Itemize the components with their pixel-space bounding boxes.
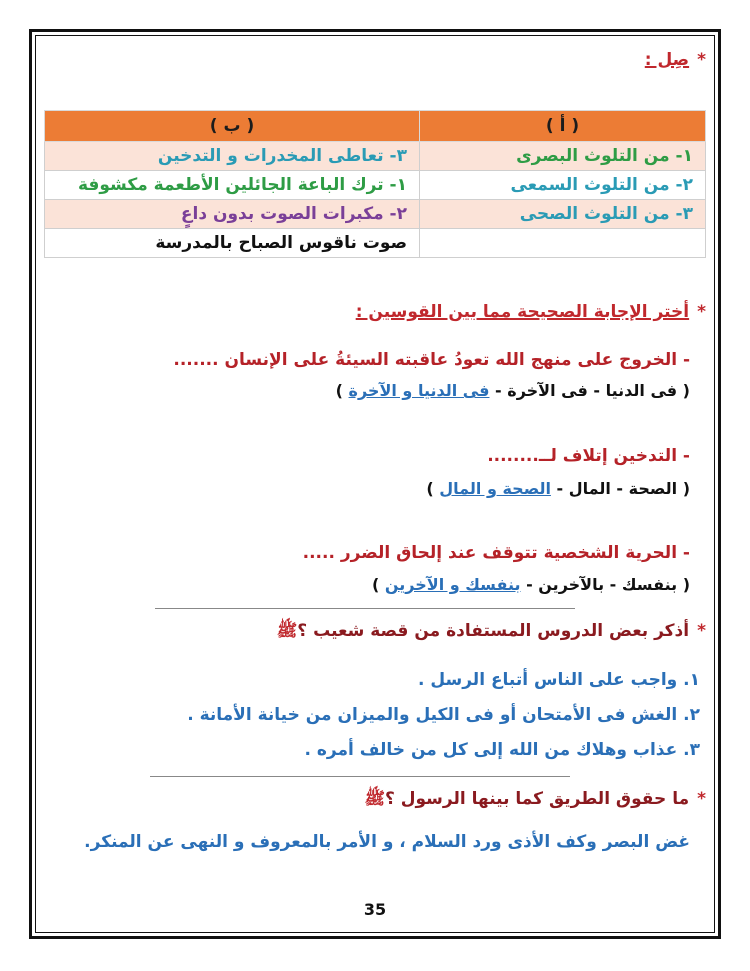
correct-answer: بنفسك و الآخرين [384,575,521,594]
divider [150,776,570,777]
column-a-cell: ١- من التلوث البصرى [420,142,706,171]
column-a-cell [420,229,706,258]
table-row [45,229,706,258]
table-row [45,142,706,171]
list-item: ١. واجب على الناس أتباع الرسل . [417,670,700,690]
column-b-cell: ٣- تعاطى المخدرات و التدخين [45,142,420,171]
answer-options: ( فى الدنيا - فى الآخرة - فى الدنيا و الآخرة ) [335,381,690,400]
correct-answer: الصحة و المال [439,479,551,498]
road-rights-heading: *ما حقوق الطريق كما بينها الرسول ؟ﷺ [364,789,706,809]
column-a-header: ( أ ) [420,111,706,142]
table-row [45,171,706,200]
answer-options: ( بنفسك - بالآخرين - بنفسك و الآخرين ) [372,575,690,594]
lessons-heading: *أذكر بعض الدروس المستفادة من قصة شعيب ؟ﷺ [276,621,706,641]
column-b-cell: صوت ناقوس الصباح بالمدرسة [45,229,420,258]
list-item: ٣. عذاب وهلاك من الله إلى كل من خالف أمره . [304,740,700,760]
match-heading: *صِل : [644,50,706,70]
match-table [44,110,706,258]
divider [155,608,575,609]
road-rights-answer: غض البصر وكف الأذى ورد السلام ، و الأمر بالمعروف و النهى عن المنكر. [84,832,690,852]
column-b-cell: ٢- مكبرات الصوت بدون داعٍ [45,200,420,229]
column-a-cell: ٢- من التلوث السمعى [420,171,706,200]
page-number: 35 [363,900,387,919]
table-row [45,200,706,229]
list-item: ٢. الغش فى الأمتحان أو فى الكيل والميزان من خيانة الأمانة . [187,705,700,725]
question-statement: - الخروج على منهج الله تعودُ عاقبته السيئةُ على الإنسان ....... [173,350,690,370]
question-statement: - التدخين إتلاف لــ........ [487,446,690,466]
column-a-cell: ٣- من التلوث الصحى [420,200,706,229]
correct-answer: فى الدنيا و الآخرة [348,381,490,400]
column-b-header: ( ب ) [45,111,420,142]
peace-be-upon-him-mark: ﷺ [364,789,385,809]
question-statement: - الحرية الشخصية تتوقف عند إلحاق الضرر ..... [302,543,690,563]
column-b-cell: ١- ترك الباعة الجائلين الأطعمة مكشوفة [45,171,420,200]
peace-be-upon-him-mark: ﷺ [276,621,298,641]
answer-options: ( الصحة - المال - الصحة و المال ) [426,479,690,498]
choose-heading: *أختر الإجابة الصحيحة مما بين القوسين : [355,302,706,322]
